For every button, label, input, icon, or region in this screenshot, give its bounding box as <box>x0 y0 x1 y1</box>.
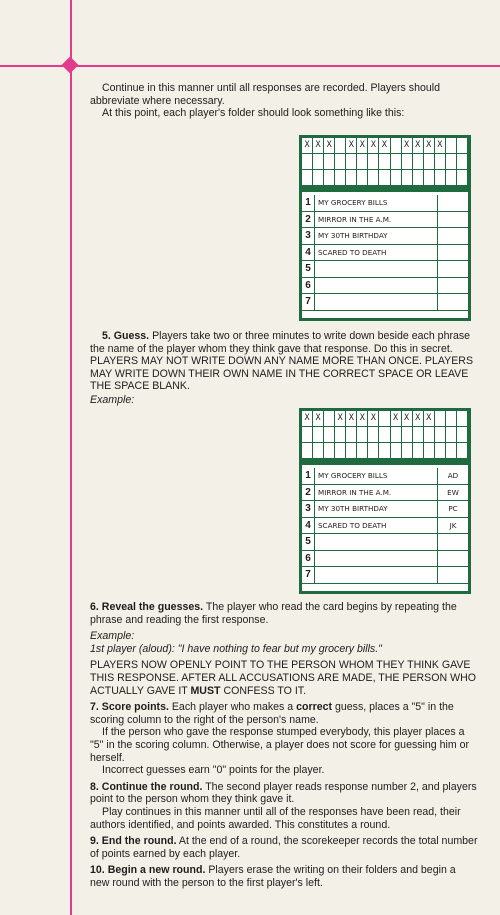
folder-1-strip-cell <box>379 170 390 186</box>
folder-2-row <box>302 551 468 568</box>
folder-2-strip-cell <box>435 443 446 459</box>
folder-1-strip-cell <box>335 170 346 186</box>
row-response: SCARED TO DEATH <box>315 245 438 261</box>
folder-1-strip-3 <box>302 170 468 186</box>
folder-2-strip-cell: X <box>413 411 424 427</box>
folder-1-strip-cell <box>413 170 424 186</box>
folder-1-strip-cell <box>457 170 468 186</box>
folder-1-strip-cell: X <box>402 138 413 154</box>
folder-2-strip-cell <box>446 411 457 427</box>
folder-1-strip-cell <box>424 170 435 186</box>
folder-1-strip-cell <box>435 154 446 170</box>
folder-1-strip-cell <box>335 154 346 170</box>
folder-2-strip-cell <box>446 443 457 459</box>
folder-1-rows <box>302 195 468 311</box>
step-7-body-a: Each player who makes a <box>171 701 297 714</box>
step-10-body: Players erase the writing on their folders and begin a new round with the person to the first player's left. <box>90 864 456 889</box>
folder-example-1 <box>299 135 471 321</box>
step-9-body: At the end of a round, the scorekeeper records the total number of points earned by each player. <box>90 835 478 860</box>
folder-1-strip-cell: X <box>313 138 324 154</box>
folder-1-strip-cell <box>435 170 446 186</box>
step-5-title: Guess. <box>113 330 150 342</box>
folder-2-strip-cell: X <box>368 411 379 427</box>
row-response: MY 30TH BIRTHDAY <box>315 228 438 244</box>
folder-2-strip-cell <box>324 443 335 459</box>
folder-2-strip-cell <box>302 427 313 443</box>
step-6-title: Reveal the guesses. <box>101 601 204 613</box>
folder-2-strip-cell <box>435 427 446 443</box>
folder-2-strip-3 <box>302 443 468 459</box>
folder-1-strip-cell <box>357 154 368 170</box>
step-7-title: Score points. <box>101 701 169 714</box>
folder-2-row <box>302 567 468 584</box>
folder-2-strip-2 <box>302 427 468 443</box>
folder-1-strip-cell: X <box>413 138 424 154</box>
step-7-body-b: guess, places a "5" in the scoring column to the right of the person's name. <box>90 701 454 726</box>
step-5 <box>90 330 478 407</box>
row-guess: AD <box>447 471 459 480</box>
row-number: 2 <box>302 212 315 228</box>
folder-2-strip-cell <box>346 443 357 459</box>
intro-paragraph <box>90 82 478 120</box>
row-response <box>315 567 438 583</box>
folder-2-strip-cell <box>313 427 324 443</box>
row-response: SCARED TO DEATH <box>315 518 438 534</box>
row-response <box>315 261 438 277</box>
folder-1-row <box>302 228 468 245</box>
folder-2-strip-cell <box>324 411 335 427</box>
folder-1-strip-cell: X <box>379 138 390 154</box>
folder-2-strip-cell <box>391 427 402 443</box>
folder-2-strip-cell: X <box>424 411 435 427</box>
folder-1-strip-cell <box>402 154 413 170</box>
step-8-num: 8. <box>90 780 99 793</box>
folder-2-strip-cell: X <box>357 411 368 427</box>
folder-example-2 <box>299 408 471 594</box>
step-10-num: 10. <box>90 864 105 877</box>
steps-6-to-10 <box>90 601 478 889</box>
row-guess <box>438 228 468 244</box>
step-9-title: End the round. <box>101 835 177 848</box>
folder-2-strip-cell <box>379 427 390 443</box>
folder-2-row <box>302 501 468 518</box>
row-number: 4 <box>302 245 315 261</box>
step-8-p2: Play continues in this manner until all of the responses have been read, their authors identified, and points awarded. This constitutes a round. <box>90 805 461 831</box>
folder-2-rows <box>302 468 468 584</box>
row-response: MIRROR IN THE A.M. <box>315 212 438 228</box>
folder-1-strip-2 <box>302 154 468 170</box>
row-response: MY 30TH BIRTHDAY <box>315 501 438 517</box>
row-guess <box>438 278 468 294</box>
folder-1-strip-cell <box>324 170 335 186</box>
step-5-example-label: Example: <box>90 393 135 406</box>
folder-1-strip-cell: X <box>302 138 313 154</box>
folder-2-strip-cell <box>346 427 357 443</box>
folder-1-strip-cell <box>457 138 468 154</box>
folder-1-row <box>302 278 468 295</box>
row-response: MY GROCERY BILLS <box>315 195 438 211</box>
folder-2-strip-cell <box>302 443 313 459</box>
folder-1-row <box>302 245 468 262</box>
row-guess <box>438 551 468 567</box>
folder-1-strip-cell <box>335 138 346 154</box>
folder-1-strip-cell <box>379 154 390 170</box>
row-response <box>315 278 438 294</box>
folder-1-strip-cell <box>391 170 402 186</box>
folder-1-strip-cell <box>391 154 402 170</box>
folder-2-strip-cell: X <box>313 411 324 427</box>
row-guess <box>438 567 468 583</box>
step-6-caps-a: PLAYERS NOW OPENLY POINT TO THE PERSON WHOM THEY THINK GAVE THIS RESPONSE. AFTER ALL ACCUSATIONS ARE MADE, THE PERSON WHO ACTUALLY GAVE IT <box>90 659 476 697</box>
row-response: MIRROR IN THE A.M. <box>315 485 438 501</box>
row-number: 2 <box>302 485 315 501</box>
folder-2-strip-cell: X <box>335 411 346 427</box>
folder-1-strip-cell <box>446 138 457 154</box>
step-8-title: Continue the round. <box>101 780 203 793</box>
folder-1-row <box>302 212 468 229</box>
folder-1-strip-cell <box>424 154 435 170</box>
folder-2-strip-cell <box>457 411 468 427</box>
folder-2-row <box>302 485 468 502</box>
row-number: 7 <box>302 294 315 310</box>
folder-2-row <box>302 468 468 485</box>
row-guess <box>438 534 468 550</box>
folder-2-strip-cell: X <box>402 411 413 427</box>
folder-2-divider-bar <box>302 459 468 465</box>
folder-1-strip-cell <box>446 154 457 170</box>
row-response <box>315 294 438 310</box>
folder-1-strip-cell: X <box>435 138 446 154</box>
folder-1-row <box>302 294 468 311</box>
folder-1-strip-cell <box>368 170 379 186</box>
folder-1-strip-cell <box>346 154 357 170</box>
folder-2-strip-cell <box>413 427 424 443</box>
step-6-body: The player who read the card begins by repeating the phrase and reading the first response. <box>90 601 457 626</box>
folder-1-strip-cell: X <box>368 138 379 154</box>
row-guess <box>438 212 468 228</box>
folder-1-strip-cell <box>391 138 402 154</box>
margin-line-vertical <box>70 0 72 915</box>
step-6-caps-must: MUST <box>190 684 221 697</box>
step-9-num: 9. <box>90 835 99 848</box>
row-response <box>315 551 438 567</box>
folder-1-strip-cell: X <box>424 138 435 154</box>
row-guess: JK <box>449 520 457 530</box>
folder-1-strip-cell <box>302 154 313 170</box>
folder-1-strip-cell <box>324 154 335 170</box>
row-guess <box>438 195 468 211</box>
folder-1-strip-cell <box>457 154 468 170</box>
step-5-num: 5. <box>102 330 111 342</box>
folder-2-strip-cell <box>424 427 435 443</box>
step-6-quote: 1st player (aloud): "I have nothing to fear but my grocery bills." <box>90 642 382 655</box>
row-number: 1 <box>302 468 315 484</box>
folder-1-strip-cell <box>446 170 457 186</box>
folder-1-strip-cell <box>402 170 413 186</box>
folder-1-top-strip <box>302 138 468 154</box>
folder-2-strip-cell <box>446 427 457 443</box>
folder-1-strip-cell: X <box>346 138 357 154</box>
folder-2-top-strip <box>302 411 468 427</box>
step-7-num: 7. <box>90 701 99 714</box>
folder-1-strip-cell <box>413 154 424 170</box>
folder-2-strip-cell: X <box>302 411 313 427</box>
row-response <box>315 534 438 550</box>
row-number: 3 <box>302 501 315 517</box>
folder-1-row <box>302 261 468 278</box>
folder-2-strip-cell <box>402 427 413 443</box>
folder-1-strip-cell <box>302 170 313 186</box>
step-6-caps <box>90 659 478 697</box>
intro-line-2: At this point, each player's folder should look something like this: <box>102 107 405 120</box>
row-number: 1 <box>302 195 315 211</box>
folder-2-strip-cell <box>335 427 346 443</box>
folder-2-strip-cell <box>391 443 402 459</box>
row-number: 7 <box>302 567 315 583</box>
step-10-title: Begin a new round. <box>107 864 206 877</box>
row-guess: EW <box>447 487 459 497</box>
step-8-body: The second player reads response number 2, and players point to the person whom they think gave it. <box>90 780 477 806</box>
row-guess <box>438 245 468 261</box>
folder-2-strip-cell: X <box>346 411 357 427</box>
step-7-p3: Incorrect guesses earn "0" points for the player. <box>102 764 325 777</box>
row-guess <box>438 261 468 277</box>
folder-1-strip-cell: X <box>324 138 335 154</box>
step-6-example-label: Example: <box>90 630 135 643</box>
folder-2-strip-cell <box>424 443 435 459</box>
folder-2-strip-cell <box>457 443 468 459</box>
folder-1-strip-cell: X <box>357 138 368 154</box>
folder-1-strip-cell <box>346 170 357 186</box>
folder-2-strip-cell <box>335 443 346 459</box>
step-6-caps-b: CONFESS TO IT. <box>220 684 307 697</box>
step-5-body: Players take two or three minutes to write down beside each phrase the name of the player whom they think gave that response. Do this in secret. PLAYERS MAY NOT WRITE DOWN ANY NAME MORE THAN ONCE. PLAYERS MAY WRITE DOWN THEIR OWN NAME IN THE CORRECT SPACE OR LEAVE THE SPACE BLANK. <box>90 330 474 393</box>
row-guess: PC <box>448 504 458 513</box>
folder-1-strip-cell <box>368 154 379 170</box>
folder-2-strip-cell: X <box>391 411 402 427</box>
row-guess <box>438 294 468 310</box>
corner-diamond-mark <box>62 57 79 74</box>
row-number: 6 <box>302 551 315 567</box>
folder-2-row <box>302 534 468 551</box>
folder-2-strip-cell <box>402 443 413 459</box>
folder-2-row <box>302 518 468 535</box>
folder-2-strip-cell <box>379 411 390 427</box>
row-number: 3 <box>302 228 315 244</box>
row-number: 5 <box>302 261 315 277</box>
folder-2-strip-cell <box>357 427 368 443</box>
folder-1-divider-bar <box>302 186 468 192</box>
row-response: MY GROCERY BILLS <box>315 468 438 484</box>
folder-1-strip-cell <box>313 154 324 170</box>
folder-1-strip-cell <box>313 170 324 186</box>
step-6-num: 6. <box>90 601 99 613</box>
folder-2-strip-cell <box>368 443 379 459</box>
folder-2-strip-cell <box>413 443 424 459</box>
folder-2-strip-cell <box>368 427 379 443</box>
folder-2-strip-cell <box>357 443 368 459</box>
row-number: 5 <box>302 534 315 550</box>
row-number: 4 <box>302 518 315 534</box>
folder-1-strip-cell <box>357 170 368 186</box>
folder-2-strip-cell <box>435 411 446 427</box>
step-7-p2: If the person who gave the response stumped everybody, this player places a "5" in the scoring column. Otherwise, a player does not score for guessing him or herself. <box>90 726 470 764</box>
folder-2-strip-cell <box>324 427 335 443</box>
step-7-body-bold: correct <box>296 701 333 714</box>
folder-2-strip-cell <box>313 443 324 459</box>
folder-1-row <box>302 195 468 212</box>
intro-line-1: Continue in this manner until all responses are recorded. Players should abbreviate where necessary. <box>90 82 441 107</box>
folder-2-strip-cell <box>457 427 468 443</box>
row-number: 6 <box>302 278 315 294</box>
folder-2-strip-cell <box>379 443 390 459</box>
